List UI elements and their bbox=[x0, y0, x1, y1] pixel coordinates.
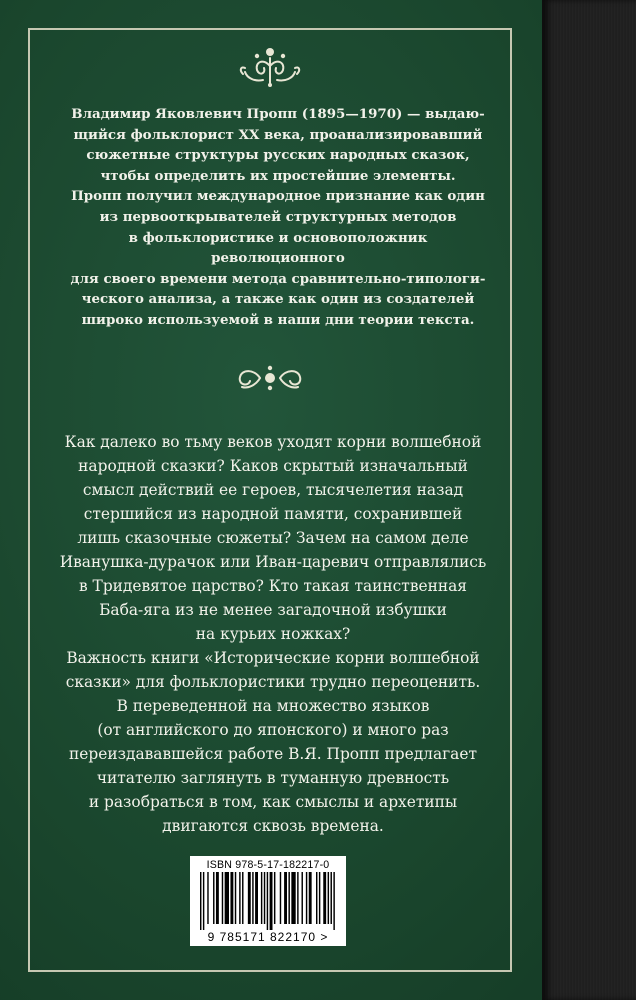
barcode-bar bbox=[235, 872, 236, 924]
barcode-bar bbox=[328, 872, 329, 924]
barcode-bar bbox=[323, 872, 326, 924]
barcode-bar bbox=[291, 872, 295, 924]
description-line: Баба-яга из не менее загадочной избушки bbox=[99, 601, 447, 619]
barcode-bars bbox=[194, 872, 342, 930]
barcode-bar bbox=[316, 872, 317, 924]
bio-line: Пропп получил международное признание как один bbox=[71, 188, 485, 205]
book-spine-edge bbox=[542, 0, 636, 1000]
bio-line: щийся фольклорист ХХ века, проанализировавший bbox=[73, 126, 483, 143]
isbn-barcode bbox=[190, 856, 346, 946]
barcode-bar bbox=[230, 872, 233, 924]
description-line: смысл действий ее героев, тысячелетия назад bbox=[82, 481, 464, 499]
barcode-bar bbox=[302, 872, 303, 924]
barcode-bar bbox=[248, 872, 251, 924]
bio-line: Владимир Яковлевич Пропп (1895—1970) — выдаю- bbox=[71, 106, 485, 122]
bio-line: широко используемой в наши дни теории текста. bbox=[81, 311, 475, 328]
barcode-bar bbox=[213, 872, 214, 924]
description-line: Важность книги «Исторические корни волшебной bbox=[66, 649, 480, 667]
barcode-bar bbox=[207, 872, 208, 924]
barcode-bar bbox=[297, 872, 298, 924]
description-line: (от английского до японского) и много раз bbox=[97, 721, 449, 739]
barcode-bar bbox=[216, 872, 219, 924]
description-line: и разобраться в том, как смыслы и архетипы bbox=[88, 793, 458, 811]
bio-line: из первооткрывателей структурных методов bbox=[99, 208, 457, 225]
barcode-bar bbox=[225, 872, 229, 924]
description-line: на курьих ножках? bbox=[195, 625, 351, 643]
description-line: читателю заглянуть в туманную древность bbox=[96, 769, 450, 787]
scroll-ornament-icon bbox=[234, 363, 306, 393]
description-line: В переведенной на множество языков bbox=[116, 697, 430, 715]
ean-digits: 9 785171 822170 > bbox=[207, 930, 329, 944]
barcode-bar bbox=[274, 872, 275, 924]
barcode-bar bbox=[267, 872, 268, 930]
barcode-bar bbox=[284, 872, 287, 924]
description-line: лишь сказочные сюжеты? Зачем на самом деле bbox=[77, 529, 469, 547]
barcode-bar bbox=[200, 872, 201, 930]
barcode-bar bbox=[239, 872, 240, 924]
barcode-bar bbox=[222, 872, 223, 924]
barcode-bar bbox=[288, 872, 289, 924]
description-line: в Тридевятое царство? Кто такая таинственная bbox=[79, 577, 467, 595]
description-line: двигаются сквозь времена. bbox=[162, 817, 384, 835]
description-line: стершийся из народной памяти, сохранившей bbox=[83, 505, 463, 523]
barcode-bar bbox=[333, 872, 334, 930]
barcode-bar bbox=[319, 872, 320, 924]
description-line: Как далеко во тьму веков уходят корни волшебной bbox=[64, 433, 482, 451]
description-line: переиздававшейся работе В.Я. Пропп предлагает bbox=[69, 745, 477, 763]
barcode-bar bbox=[264, 872, 265, 924]
barcode-bar bbox=[309, 872, 312, 924]
barcode-bar bbox=[252, 872, 253, 924]
barcode-bar bbox=[261, 872, 262, 924]
barcode-bar bbox=[270, 872, 273, 930]
description-line: сказки» для фольклористики трудно переоценить. bbox=[65, 673, 481, 691]
bio-line: для своего времени метода сравнительно-типологи- bbox=[70, 270, 486, 287]
author-biography bbox=[70, 104, 486, 331]
barcode-bar bbox=[306, 872, 307, 924]
fleur-ornament-icon bbox=[233, 44, 307, 88]
book-description bbox=[44, 430, 502, 838]
barcode-bar bbox=[255, 872, 258, 924]
barcode-bar bbox=[280, 872, 281, 924]
description-line: народной сказки? Каков скрытый изначальный bbox=[78, 457, 468, 475]
bio-line: в фольклористике и основоположник революционного bbox=[128, 229, 428, 267]
barcode-bar bbox=[203, 872, 204, 930]
bio-line: ческого анализа, а также как один из создателей bbox=[81, 291, 475, 308]
bio-line: сюжетные структуры русских народных сказок, bbox=[86, 147, 470, 164]
description-line: Иванушка-дурачок или Иван-царевич отправлялись bbox=[59, 553, 487, 571]
barcode-bar bbox=[242, 872, 243, 924]
isbn-label: ISBN 978-5-17-182217-0 bbox=[206, 859, 330, 871]
barcode-bar bbox=[331, 872, 332, 924]
bio-line: чтобы определить их простейшие элементы. bbox=[100, 167, 456, 184]
